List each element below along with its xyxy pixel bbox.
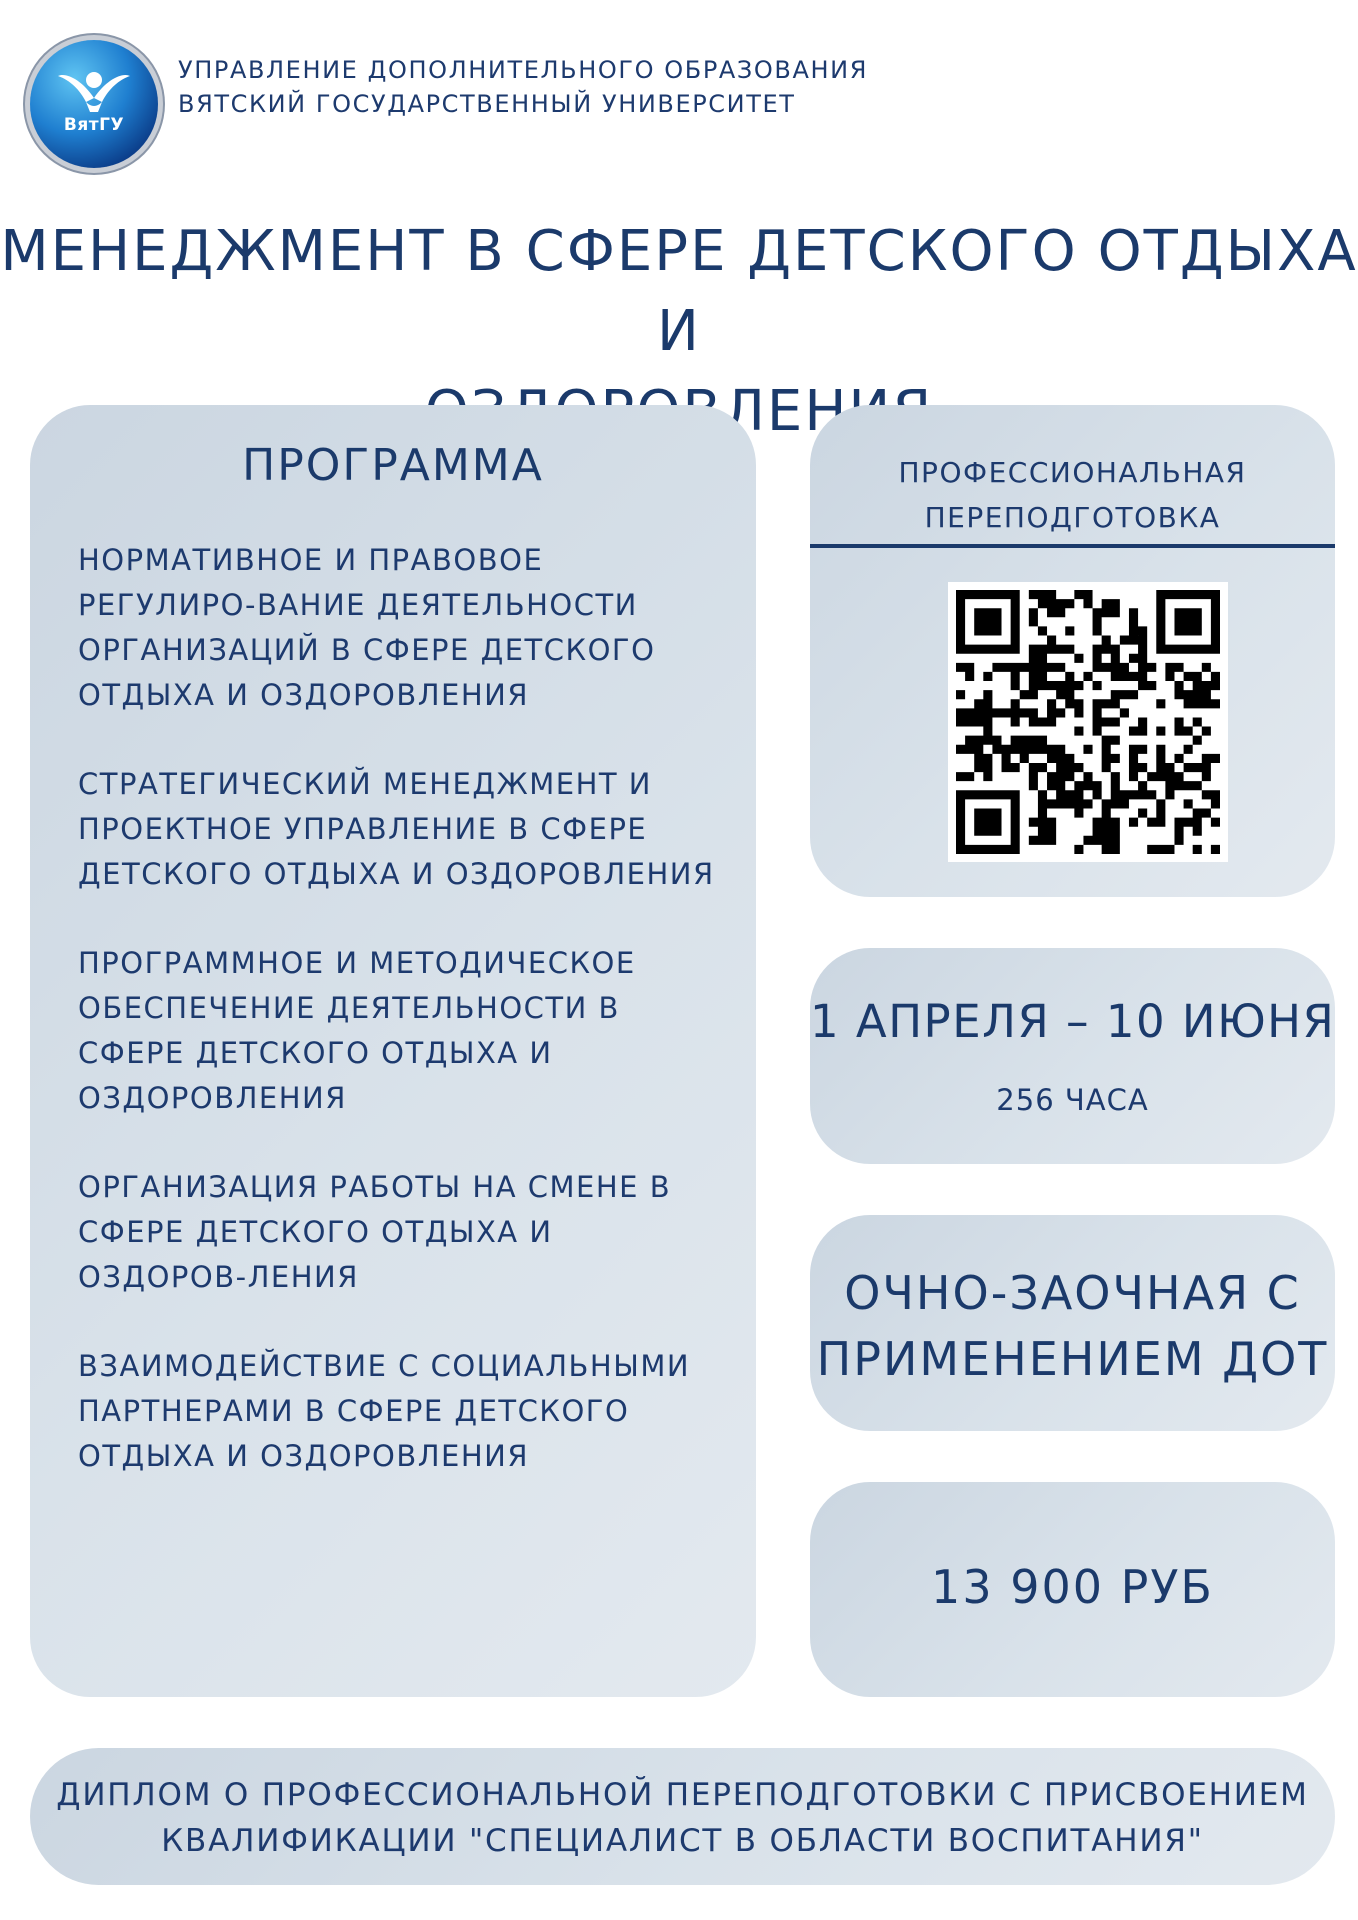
- qr-modules: [956, 590, 1220, 854]
- program-heading: ПРОГРАММА: [242, 440, 544, 491]
- program-type: [810, 450, 1335, 540]
- university-name: ВЯТСКИЙ ГОСУДАРСТВЕННЫЙ УНИВЕРСИТЕТ: [178, 90, 796, 118]
- program-type-line-2: ПЕРЕПОДГОТОВКА: [924, 501, 1221, 534]
- course-price: 13 900 РУБ: [931, 1560, 1214, 1614]
- diploma-line-1: ДИПЛОМ О ПРОФЕССИОНАЛЬНОЙ ПЕРЕПОДГОТОВКИ С ПРИСВОЕНИЕМ: [56, 1777, 1309, 1813]
- program-type-line-1: ПРОФЕССИОНАЛЬНАЯ: [898, 456, 1247, 489]
- university-logo: [30, 40, 158, 168]
- course-hours: 256 ЧАСА: [996, 1083, 1149, 1117]
- program-item: ВЗАИМОДЕЙСТВИЕ С СОЦИАЛЬНЫМИ ПАРТНЕРАМИ В СФЕРЕ ДЕТСКОГО ОТДЫХА И ОЗДОРОВЛЕНИЯ: [78, 1349, 691, 1473]
- program-item: ОРГАНИЗАЦИЯ РАБОТЫ НА СМЕНЕ В СФЕРЕ ДЕТСКОГО ОТДЫХА И ОЗДОРОВ-ЛЕНИЯ: [78, 1170, 672, 1294]
- dates-panel: [810, 948, 1335, 1164]
- study-format: [810, 1260, 1335, 1392]
- program-list: [78, 538, 728, 1523]
- diploma-info: [30, 1772, 1335, 1864]
- format-line-2: ПРИМЕНЕНИЕМ ДОТ: [816, 1332, 1329, 1386]
- program-item: СТРАТЕГИЧЕСКИЙ МЕНЕДЖМЕНТ И ПРОЕКТНОЕ УПРАВЛЕНИЕ В СФЕРЕ ДЕТСКОГО ОТДЫХА И ОЗДОРОВЛЕНИЯ: [78, 767, 715, 891]
- program-item: НОРМАТИВНОЕ И ПРАВОВОЕ РЕГУЛИРО-ВАНИЕ ДЕЯТЕЛЬНОСТИ ОРГАНИЗАЦИЙ В СФЕРЕ ДЕТСКОГО ОТДЫХА И ОЗДОРОВЛЕНИЯ: [78, 543, 656, 712]
- diploma-line-2: КВАЛИФИКАЦИИ "СПЕЦИАЛИСТ В ОБЛАСТИ ВОСПИТАНИЯ": [161, 1823, 1204, 1859]
- bird-emblem-icon: [30, 40, 158, 168]
- program-item: ПРОГРАММНОЕ И МЕТОДИЧЕСКОЕ ОБЕСПЕЧЕНИЕ ДЕЯТЕЛЬНОСТИ В СФЕРЕ ДЕТСКОГО ОТДЫХА И ОЗДОРОВЛЕНИЯ: [78, 946, 636, 1115]
- logo-text: ВятГУ: [63, 115, 125, 135]
- course-dates: 1 АПРЕЛЯ – 10 ИЮНЯ: [810, 995, 1336, 1048]
- qr-code-icon: [948, 582, 1228, 862]
- organization-name: УПРАВЛЕНИЕ ДОПОЛНИТЕЛЬНОГО ОБРАЗОВАНИЯ: [178, 56, 868, 84]
- qr-code[interactable]: [948, 582, 1228, 862]
- title-line-1: МЕНЕДЖМЕНТ В СФЕРЕ ДЕТСКОГО ОТДЫХА И: [0, 219, 1358, 364]
- format-line-1: ОЧНО-ЗАОЧНАЯ С: [844, 1266, 1301, 1320]
- divider: [810, 544, 1335, 548]
